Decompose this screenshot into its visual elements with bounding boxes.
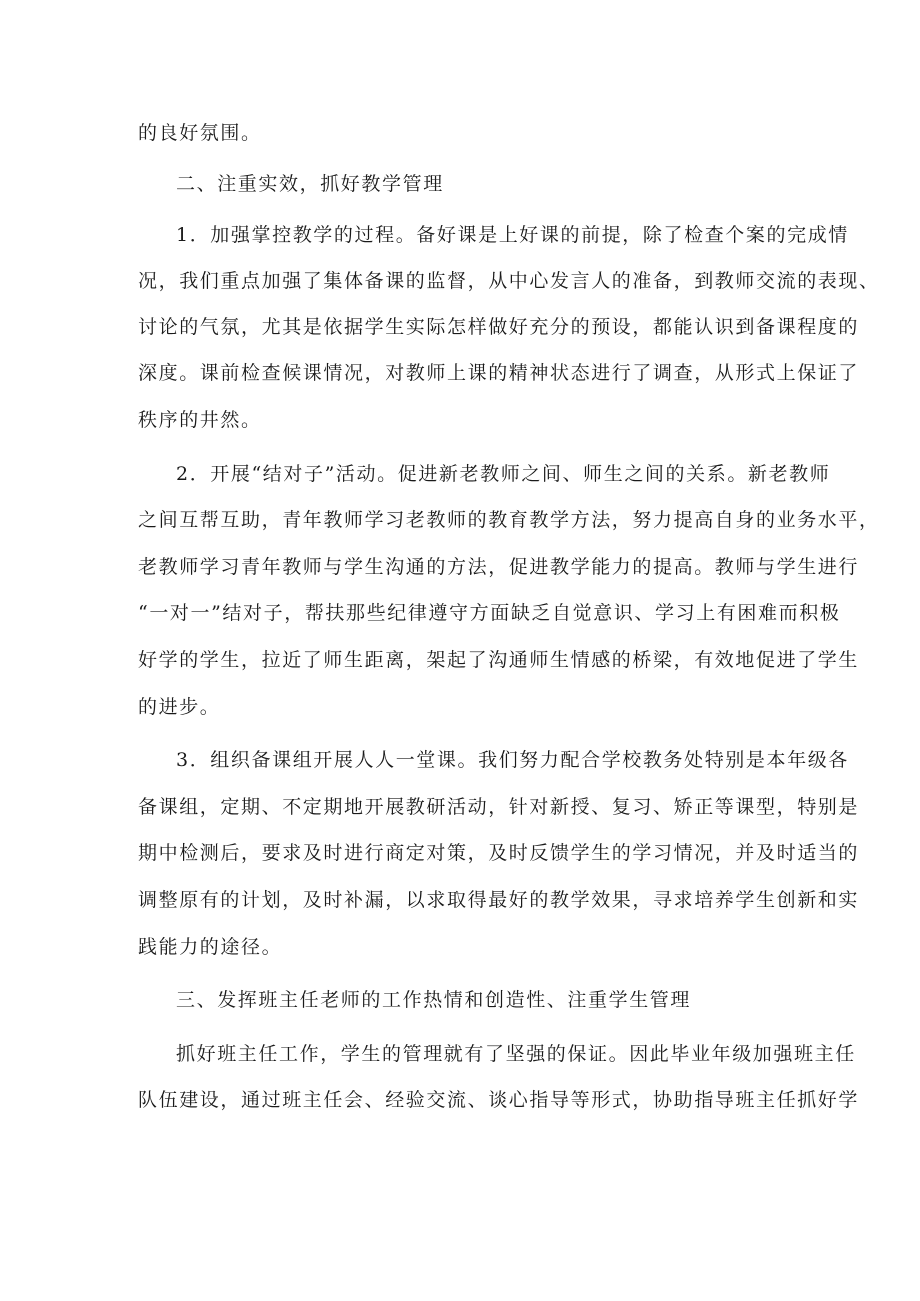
text-line: 期中检测后，要求及时进行商定对策，及时反馈学生的学习情况，并及时适当的 [138,842,860,864]
text-line: 2．开展“结对子”活动。促进新老教师之间、师生之间的关系。新老教师 [176,463,831,485]
text-line: 老教师学习青年教师与学生沟通的方法，促进教学能力的提高。教师与学生进行 [138,556,860,578]
text-line: 3．组织备课组开展人人一堂课。我们努力配合学校教务处特别是本年级各 [176,749,849,771]
text-line: 之间互帮互助，青年教师学习老教师的教育教学方法，努力提高自身的业务水平， [138,509,880,531]
text-line: “一对一”结对子，帮扶那些纪律遵守方面缺乏自觉意识、学习上有困难而积极 [138,602,841,624]
text-line: 的良好氛围。 [138,122,262,144]
text-line: 队伍建设，通过班主任会、经验交流、谈心指导等形式，协助指导班主任抓好学 [138,1089,860,1111]
text-line: 秩序的井然。 [138,409,262,431]
section-heading: 二、注重实效，抓好教学管理 [176,173,444,195]
text-line: 况，我们重点加强了集体备课的监督，从中心发言人的准备，到教师交流的表现、 [138,270,880,292]
text-line: 备课组，定期、不定期地开展教研活动，针对新授、复习、矫正等课型，特别是 [138,796,860,818]
section-heading: 三、发挥班主任老师的工作热情和创造性、注重学生管理 [176,989,692,1011]
text-line: 的进步。 [138,696,221,718]
text-line: 深度。课前检查候课情况，对教师上课的精神状态进行了调查，从形式上保证了 [138,362,860,384]
text-line: 调整原有的计划，及时补漏，以求取得最好的教学效果，寻求培养学生创新和实 [138,889,860,911]
text-line: 讨论的气氛，尤其是依据学生实际怎样做好充分的预设，都能认识到备课程度的 [138,316,860,338]
text-line: 好学的学生，拉近了师生距离，架起了沟通师生情感的桥梁，有效地促进了学生 [138,649,860,671]
text-line: 践能力的途径。 [138,936,283,958]
text-line: 1．加强掌控教学的过程。备好课是上好课的前提，除了检查个案的完成情 [176,224,849,246]
text-line: 抓好班主任工作，学生的管理就有了坚强的保证。因此毕业年级加强班主任 [176,1043,856,1065]
